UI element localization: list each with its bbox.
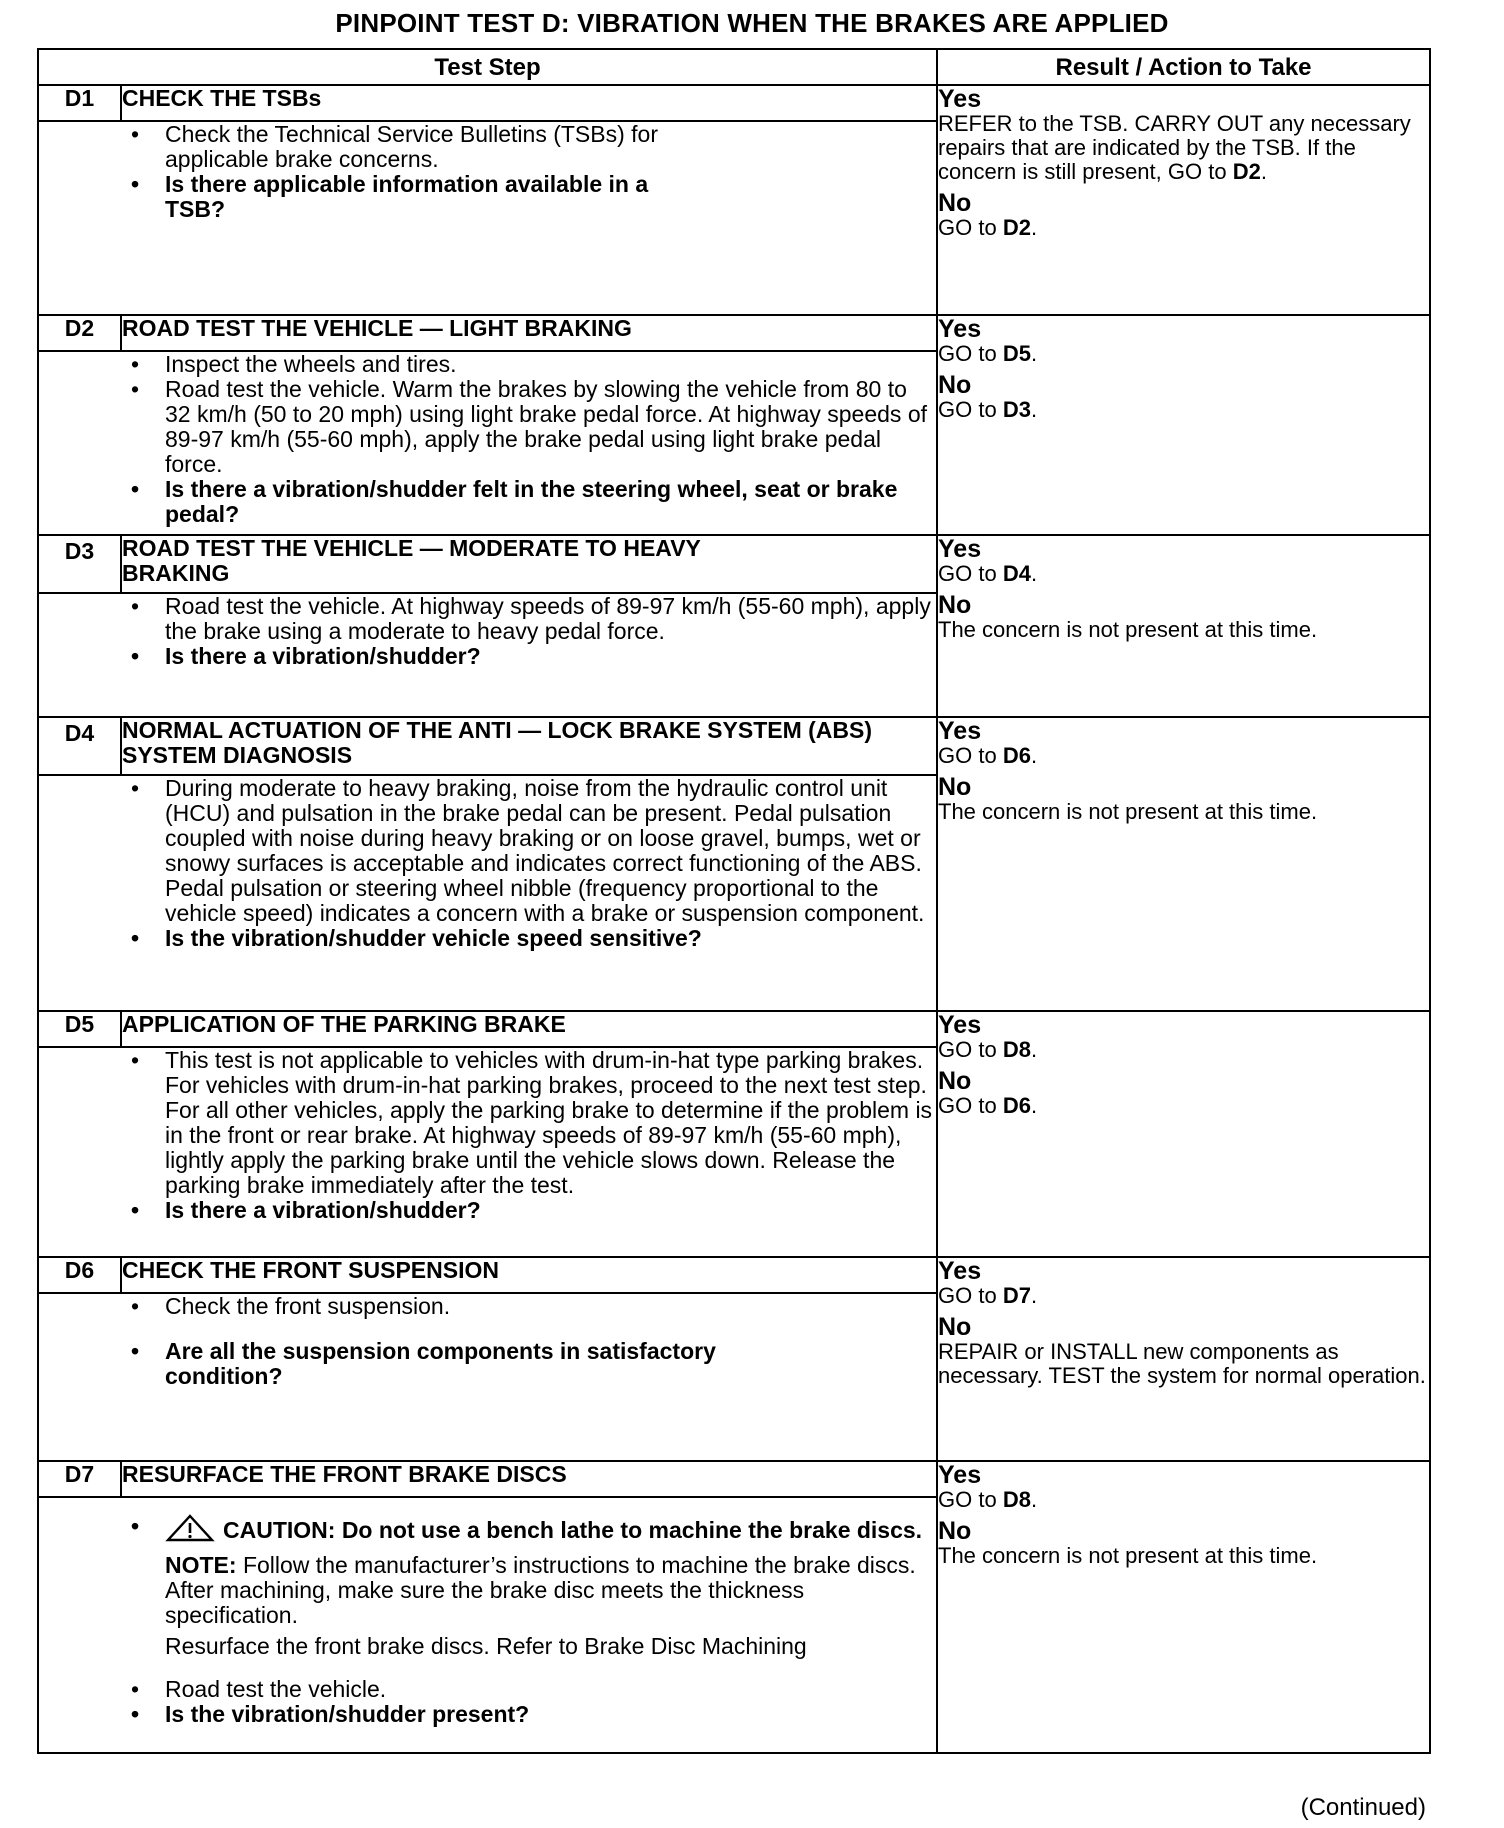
step-bullet: • Road test the vehicle.	[39, 1677, 936, 1702]
step-bullet: • Inspect the wheels and tires.	[39, 352, 936, 377]
step-id: D5	[38, 1011, 121, 1047]
result-yes-action: GO to D7.	[938, 1283, 1038, 1308]
step-d4-result	[937, 717, 1430, 1011]
step-d1-result	[937, 85, 1430, 315]
result-yes-label: Yes	[938, 717, 982, 745]
result-no-action: The concern is not present at this time.	[938, 799, 1318, 824]
result-yes-label: Yes	[938, 1461, 982, 1489]
step-body	[38, 1497, 937, 1753]
step-d4-title-row	[38, 717, 1430, 775]
page-title: PINPOINT TEST D: VIBRATION WHEN THE BRAKES ARE APPLIED	[335, 8, 1169, 38]
result-yes-action: REFER to the TSB. CARRY OUT any necessary repairs that are indicated by the TSB. If the concern is still present, GO to D2.	[938, 111, 1411, 184]
table-header-row	[38, 49, 1430, 85]
step-body	[38, 1293, 937, 1461]
step-title: ROAD TEST THE VEHICLE — LIGHT BRAKING	[121, 315, 937, 351]
result-yes-action: GO to D8.	[938, 1487, 1038, 1512]
step-d7-title-row	[38, 1461, 1430, 1497]
step-title: APPLICATION OF THE PARKING BRAKE	[121, 1011, 937, 1047]
result-no-action: REPAIR or INSTALL new components as necessary. TEST the system for normal operation.	[938, 1339, 1426, 1388]
header-result: Result / Action to Take	[937, 49, 1430, 85]
step-id: D1	[38, 85, 121, 121]
step-title: RESURFACE THE FRONT BRAKE DISCS	[121, 1461, 937, 1497]
caution-triangle-icon	[165, 1514, 215, 1547]
step-question: • Is the vibration/shudder vehicle speed sensitive?	[39, 926, 936, 951]
step-note	[39, 1553, 936, 1628]
step-body	[38, 351, 937, 535]
step-d6-title-row	[38, 1257, 1430, 1293]
step-question: • Is the vibration/shudder present?	[39, 1702, 936, 1727]
result-yes-action: GO to D5.	[938, 341, 1038, 366]
step-bullet: • Check the front suspension.	[39, 1294, 936, 1319]
result-no-label: No	[938, 773, 972, 801]
result-no-label: No	[938, 1067, 972, 1095]
step-bullet: • Road test the vehicle. Warm the brakes by slowing the vehicle from 80 to 32 km/h (50 to 20 mph) using light brake pedal force. At highway speeds of 89-97 km/h (55-60 mph), apply the brake pedal using light brake pedal force.	[39, 377, 936, 477]
result-yes-goto: D2	[1232, 159, 1261, 184]
result-no-action: The concern is not present at this time.	[938, 617, 1318, 642]
result-yes-action: GO to D8.	[938, 1037, 1038, 1062]
header-test-step: Test Step	[38, 49, 937, 85]
result-no-action: The concern is not present at this time.	[938, 1543, 1318, 1568]
result-yes-goto: D6	[1002, 743, 1031, 768]
step-id: D4	[38, 717, 121, 775]
step-d2-result	[937, 315, 1430, 535]
step-d1-title-row	[38, 85, 1430, 121]
step-bullet: • Check the Technical Service Bulletins (TSBs) for applicable brake concerns.	[39, 122, 936, 172]
continued-label: (Continued)	[1300, 1794, 1426, 1821]
result-yes-label: Yes	[938, 315, 982, 343]
result-no-label: No	[938, 591, 972, 619]
step-bullet: • This test is not applicable to vehicles with drum-in-hat type parking brakes. For vehicles with drum-in-hat parking brakes, proceed to the next test step. For all other vehicles, apply the parking brake to determine if the problem is in the front or rear brake. At highway speeds of 89-97 km/h (55-60 mph), lightly apply the parking brake until the vehicle slows down. Release the parking brake immediately after the test.	[39, 1048, 936, 1198]
step-d3-result	[937, 535, 1430, 717]
step-title: CHECK THE FRONT SUSPENSION	[121, 1257, 937, 1293]
result-yes-goto: D7	[1002, 1283, 1031, 1308]
step-resurface-text: Resurface the front brake discs. Refer to Brake Disc Machining	[165, 1633, 807, 1659]
result-no-action: GO to D6.	[938, 1093, 1038, 1118]
step-d3-title-row	[38, 535, 1430, 593]
result-no-label: No	[938, 189, 972, 217]
pinpoint-test-table	[37, 48, 1431, 1754]
step-id: D2	[38, 315, 121, 351]
step-bullet: • Road test the vehicle. At highway speeds of 89-97 km/h (55-60 mph), apply the brake using a moderate to heavy pedal force.	[39, 594, 936, 644]
result-no-label: No	[938, 371, 972, 399]
result-no-label: No	[938, 1517, 972, 1545]
step-body	[38, 121, 937, 315]
result-no-goto: D3	[1002, 397, 1031, 422]
result-yes-label: Yes	[938, 1011, 982, 1039]
result-yes-label: Yes	[938, 535, 982, 563]
step-id: D7	[38, 1461, 121, 1497]
step-body	[38, 593, 937, 717]
step-d7-result	[937, 1461, 1430, 1753]
step-bullet: • During moderate to heavy braking, noise from the hydraulic control unit (HCU) and pulsation in the brake pedal can be present. Pedal pulsation coupled with noise during heavy braking or on loose gravel, bumps, wet or snowy surfaces is acceptable and indicates correct functioning of the ABS. Pedal pulsation or steering wheel nibble (frequency proportional to the vehicle speed) indicates a concern with a brake or suspension component.	[39, 776, 936, 926]
step-id: D6	[38, 1257, 121, 1293]
result-no-label: No	[938, 1313, 972, 1341]
result-no-goto: D2	[1002, 215, 1031, 240]
step-id: D3	[38, 535, 121, 593]
step-question: • Is there a vibration/shudder?	[39, 1198, 936, 1223]
result-yes-action: GO to D6.	[938, 743, 1038, 768]
step-d5-title-row	[38, 1011, 1430, 1047]
result-yes-goto: D8	[1002, 1037, 1031, 1062]
result-no-action: GO to D3.	[938, 397, 1038, 422]
result-yes-goto: D4	[1002, 561, 1031, 586]
step-title: CHECK THE TSBs	[121, 85, 937, 121]
result-no-goto: D6	[1002, 1093, 1031, 1118]
result-yes-label: Yes	[938, 85, 982, 113]
step-d6-result	[937, 1257, 1430, 1461]
step-caution	[39, 1514, 936, 1547]
step-question: • Is there applicable information available in a TSB?	[39, 172, 936, 222]
result-yes-label: Yes	[938, 1257, 982, 1285]
step-d5-result	[937, 1011, 1430, 1257]
step-title: ROAD TEST THE VEHICLE — MODERATE TO HEAVY BRAKING	[121, 535, 937, 593]
step-body	[38, 1047, 937, 1257]
step-d2-title-row	[38, 315, 1430, 351]
step-question: • Is there a vibration/shudder felt in the steering wheel, seat or brake pedal?	[39, 477, 936, 527]
result-no-action: GO to D2.	[938, 215, 1038, 240]
result-yes-goto: D5	[1002, 341, 1031, 366]
note-label: NOTE:	[165, 1552, 237, 1578]
caution-text: CAUTION: Do not use a bench lathe to machine the brake discs.	[223, 1517, 923, 1543]
step-title: NORMAL ACTUATION OF THE ANTI — LOCK BRAKE SYSTEM (ABS) SYSTEM DIAGNOSIS	[121, 717, 937, 775]
step-question: • Are all the suspension components in satisfactory condition?	[39, 1339, 936, 1389]
result-yes-action: GO to D4.	[938, 561, 1038, 586]
step-body	[38, 775, 937, 1011]
step-question: • Is there a vibration/shudder?	[39, 644, 936, 669]
result-yes-goto: D8	[1002, 1487, 1031, 1512]
note-text: Follow the manufacturer’s instructions to machine the brake discs. After machining, make sure the brake disc meets the thickness specification.	[165, 1552, 916, 1628]
